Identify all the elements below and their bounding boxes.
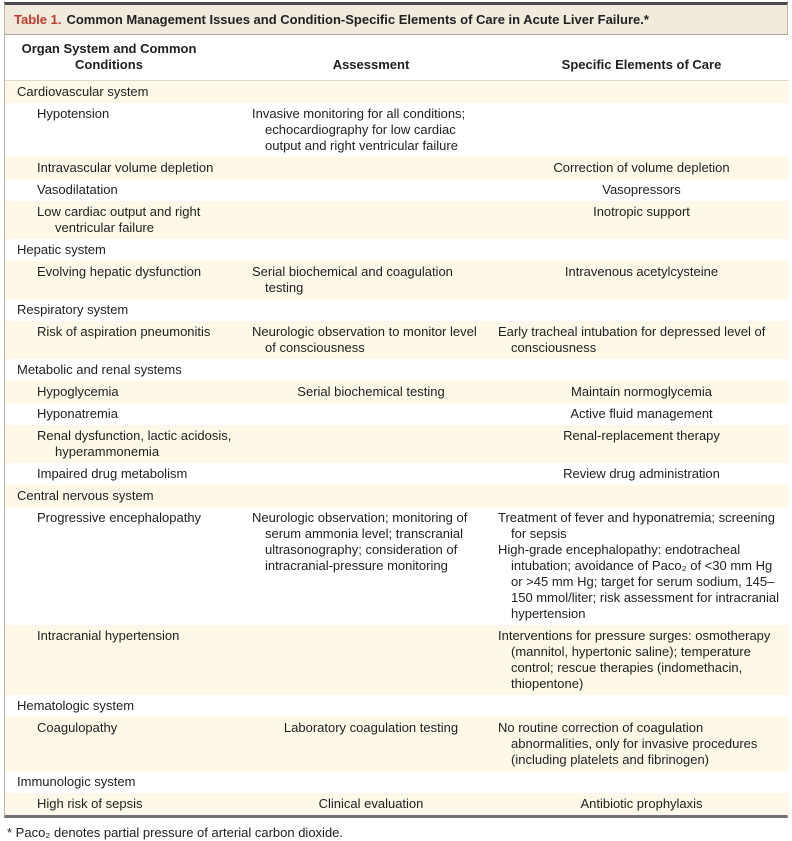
table-row [5,463,789,485]
table-row [5,625,789,695]
condition-cell: High risk of sepsis [37,796,143,811]
organ-system-cell: Metabolic and renal systems [17,362,182,377]
condition-cell: Coagulopathy [37,720,118,735]
assessment-cell: Serial biochemical testing [297,384,445,399]
table-row [5,717,789,771]
table-row [5,359,789,381]
table-row [5,261,789,299]
condition-cell: Hypoglycemia [37,384,119,399]
condition-cell: Risk of aspiration pneumonitis [37,324,211,339]
table-row [5,239,789,261]
condition-cell: Intravascular volume depletion [37,160,214,175]
table-1-frame [4,2,788,818]
table-row [5,103,789,157]
condition-cell: Low cardiac output and right ventricular failure [37,204,201,235]
assessment-cell [248,695,494,717]
table-row [5,485,789,507]
assessment-cell [248,239,494,261]
table-body [5,81,789,816]
assessment-cell [248,403,494,425]
care-cell: Renal-replacement therapy [563,428,720,443]
table-row [5,793,789,815]
condition-cell: Impaired drug metabolism [37,466,188,481]
condition-cell: Evolving hepatic dysfunction [37,264,202,279]
condition-cell: Progressive encephalopathy [37,510,202,525]
organ-system-cell: Hepatic system [17,242,106,257]
assessment-cell [248,485,494,507]
care-cell: Review drug administration [563,466,720,481]
assessment-cell [248,463,494,485]
care-cell [494,485,789,507]
care-cell: Vasopressors [602,182,681,197]
organ-system-cell: Respiratory system [17,302,129,317]
assessment-cell [248,425,494,463]
table-row [5,771,789,793]
care-cell [494,103,789,157]
condition-cell: Hyponatremia [37,406,118,421]
care-cell [494,359,789,381]
table-row [5,179,789,201]
assessment-cell: Neurologic observation; monitoring of serum ammonia level; transcranial ultrasonography; consideration of intracranial-pressure monitoring [252,510,468,573]
table-row [5,381,789,403]
care-cell: Interventions for pressure surges: osmotherapy (mannitol, hypertonic saline); temperature control; rescue therapies (indomethacin, thiopentone) [498,628,771,691]
care-cell: Inotropic support [593,204,690,219]
assessment-cell: Neurologic observation to monitor level of consciousness [252,324,477,355]
assessment-cell [248,157,494,179]
assessment-cell [248,299,494,321]
table-row [5,403,789,425]
care-cell: Early tracheal intubation for depressed level of consciousness [498,324,766,355]
assessment-cell [248,625,494,695]
column-header-assessment: Assessment [248,35,494,81]
condition-cell: Intracranial hypertension [37,628,180,643]
organ-system-cell: Immunologic system [17,774,136,789]
table-row [5,201,789,239]
assessment-cell [248,201,494,239]
care-cell: Treatment of fever and hyponatremia; screening for sepsis High-grade encephalopathy: endotracheal intubation; avoidance of Paco₂ of <30 mm Hg or >45 mm Hg; target for serum sodium, 145–150 mmol/liter; risk assessment for intracranial hypertension [498,510,780,621]
condition-cell: Hypotension [37,106,110,121]
care-cell: Maintain normoglycemia [571,384,712,399]
care-cell [494,239,789,261]
table-row [5,299,789,321]
column-header-organ-system: Organ System and Common Conditions [5,35,248,81]
assessment-cell: Clinical evaluation [318,796,424,811]
care-cell: Active fluid management [570,406,713,421]
care-cell: Antibiotic prophylaxis [580,796,703,811]
condition-cell: Renal dysfunction, lactic acidosis, hyperammonemia [37,428,232,459]
care-cell: No routine correction of coagulation abnormalities, only for invasive procedures (including platelets and fibrinogen) [498,720,758,767]
assessment-cell [248,359,494,381]
column-header-specific-elements: Specific Elements of Care [494,35,789,81]
assessment-cell [248,771,494,793]
assessment-cell [248,179,494,201]
table-title-bar [5,5,787,35]
table-row [5,507,789,625]
organ-system-cell: Central nervous system [17,488,154,503]
table-row [5,321,789,359]
assessment-cell: Serial biochemical and coagulation testing [252,264,453,295]
care-cell [494,771,789,793]
care-cell [494,695,789,717]
assessment-cell [248,81,494,104]
care-cell: Intravenous acetylcysteine [564,264,719,279]
management-issues-table [5,35,789,815]
table-footnote: * Paco₂ denotes partial pressure of arterial carbon dioxide. [7,825,344,840]
table-number-label: Table 1. [14,12,62,27]
table-title-text: Common Management Issues and Condition-Specific Elements of Care in Acute Liver Failure.* [66,12,649,27]
condition-cell: Vasodilatation [37,182,118,197]
care-cell [494,81,789,104]
organ-system-cell: Cardiovascular system [17,84,149,99]
table-row [5,81,789,104]
header-row [5,35,789,81]
table-row [5,695,789,717]
care-cell: Correction of volume depletion [553,160,730,175]
organ-system-cell: Hematologic system [17,698,135,713]
care-cell [494,299,789,321]
table-row [5,157,789,179]
table-row [5,425,789,463]
assessment-cell: Laboratory coagulation testing [283,720,459,735]
table-header [5,35,789,81]
assessment-cell: Invasive monitoring for all conditions; echocardiography for low cardiac output and right ventricular failure [252,106,466,153]
